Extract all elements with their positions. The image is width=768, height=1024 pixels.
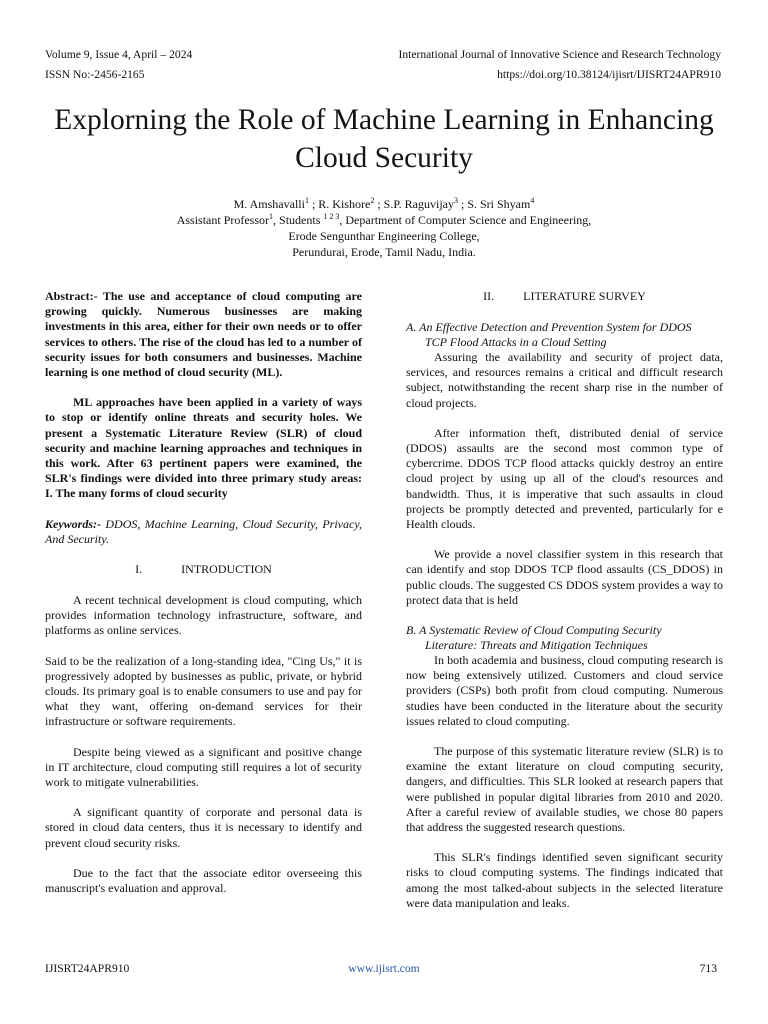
footer-website bbox=[0, 961, 768, 977]
lit-paragraph: After information theft, distributed denial of service (DDOS) assaults are the second most common type of cybercrime. DDOS TCP flood attacks quickly destroy an entire cloud project by using up all of the cloud's resources and bandwidth. Thus, it is imperative that such assaults in cloud projects be promptly detected and prevented, particularly for e Health clouds. bbox=[406, 425, 723, 532]
lit-paragraph: Assuring the availability and security of project data, services, and resources remains a critical and difficult research subject, notwithstanding the recent sharp rise in the number of cloud projects. bbox=[406, 350, 723, 410]
abstract-paragraph-2: ML approaches have been applied in a variety of ways to stop or identify online threats and security holes. We present a Systematic Literature Review (SLR) of cloud security and machine learning approaches and techniques in this work. After 63 pertinent papers were examined, the SLR's findings were divided into three primary study areas: I. The many forms of cloud security bbox=[45, 395, 362, 501]
abstract-paragraph-1: Abstract:- The use and acceptance of cloud computing are growing quickly. Numerous businesses are making investments in this area, either for their own needs or to offer services to others. The rise of the cloud has led to a number of security issues for both consumers and businesses. Machine learning is one method of cloud security (ML). bbox=[45, 289, 362, 380]
right-column bbox=[406, 289, 723, 926]
author-affiliation: Assistant Professor$^1$, Students $^{1 2 3}$, Department of Computer Science and Engineering, bbox=[176, 212, 592, 227]
lit-paragraph: We provide a novel classifier system in this research that can identify and stop DDOS TCP flood assaults (CS_DDOS) in public clouds. The suggested CS DDOS system provides a way to protect data that is held bbox=[406, 547, 723, 607]
intro-paragraph: A significant quantity of corporate and personal data is stored in cloud data centers, thus it is necessary to identify and prevent cloud security risks. bbox=[45, 805, 362, 850]
doi-link[interactable]: https://doi.org/10.38124/ijisrt/IJISRT24APR910 bbox=[497, 68, 721, 81]
subsection-heading-a: A. An Effective Detection and Prevention System for DDOS TCP Flood Attacks in a Cloud Setting bbox=[406, 320, 692, 349]
college-name: Erode Sengunthar Engineering College, bbox=[288, 229, 480, 243]
section-heading-introduction: I. INTRODUCTION bbox=[135, 562, 272, 577]
keywords: Keywords:- DDOS, Machine Learning, Cloud Security, Privacy, And Security. bbox=[45, 516, 362, 546]
lit-paragraph: The purpose of this systematic literature review (SLR) is to examine the extant literature on cloud computing security, dangers, and difficulties. This SLR looked at research papers that were published in popular digital libraries from 2010 and 2020. After a careful review of available studies, we chose 80 papers that address the suggested research questions. bbox=[406, 744, 723, 835]
intro-paragraph: A recent technical development is cloud computing, which provides information technology infrastructure, software, and platforms as online services. bbox=[45, 593, 362, 638]
journal-name: International Journal of Innovative Science and Research Technology bbox=[398, 48, 721, 61]
author-block bbox=[60, 196, 708, 260]
left-column bbox=[45, 289, 362, 911]
page-number: 713 bbox=[699, 962, 717, 975]
college-address: Perundurai, Erode, Tamil Nadu, India. bbox=[292, 245, 476, 259]
lit-paragraph: In both academia and business, cloud computing research is now being extensively utilized. Customers and cloud service providers (CSPs) both profit from cloud computing. Numerous studies have been conducted in the literature about the security issues related to cloud computing. bbox=[406, 653, 723, 728]
paper-title: Explorning the Role of Machine Learning in Enhancing Cloud Security bbox=[54, 104, 714, 174]
issn: ISSN No:-2456-2165 bbox=[45, 68, 145, 81]
lit-paragraph: This SLR's findings identified seven significant security risks to cloud computing systems. The findings indicated that among the most talked-about subjects in the selected literature were data manipulation and leaks. bbox=[406, 850, 723, 910]
section-heading-literature-survey: II. LITERATURE SURVEY bbox=[483, 289, 646, 303]
header-right bbox=[398, 45, 721, 85]
intro-paragraph: Said to be the realization of a long-standing idea, "Cing Us," it is progressively adopted by businesses as public, private, or hybrid clouds. Its primary goal is to enable consumers to use and pay for what they want, offering on-demand services for their infrastructure or software requirements. bbox=[45, 653, 362, 729]
author-names: M. Amshavalli$^1$ ; R. Kishore$^2$ ; S.P. Raguvijay$^3$ ; S. Sri Shyam$^4$ bbox=[233, 196, 535, 211]
intro-paragraph: Despite being viewed as a significant and positive change in IT architecture, cloud computing still requires a lot of security work to mitigate vulnerabilities. bbox=[45, 744, 362, 790]
subsection-heading-b: B. A Systematic Review of Cloud Computing Security Literature: Threats and Mitigation Techniques bbox=[406, 623, 662, 653]
header-left bbox=[45, 45, 192, 85]
footer-paper-id: IJISRT24APR910 bbox=[45, 962, 130, 975]
intro-paragraph: Due to the fact that the associate editor overseeing this manuscript's evaluation and approval. bbox=[45, 865, 362, 896]
website-link[interactable]: www.ijisrt.com bbox=[348, 962, 420, 975]
volume-info: Volume 9, Issue 4, April – 2024 bbox=[45, 48, 193, 61]
